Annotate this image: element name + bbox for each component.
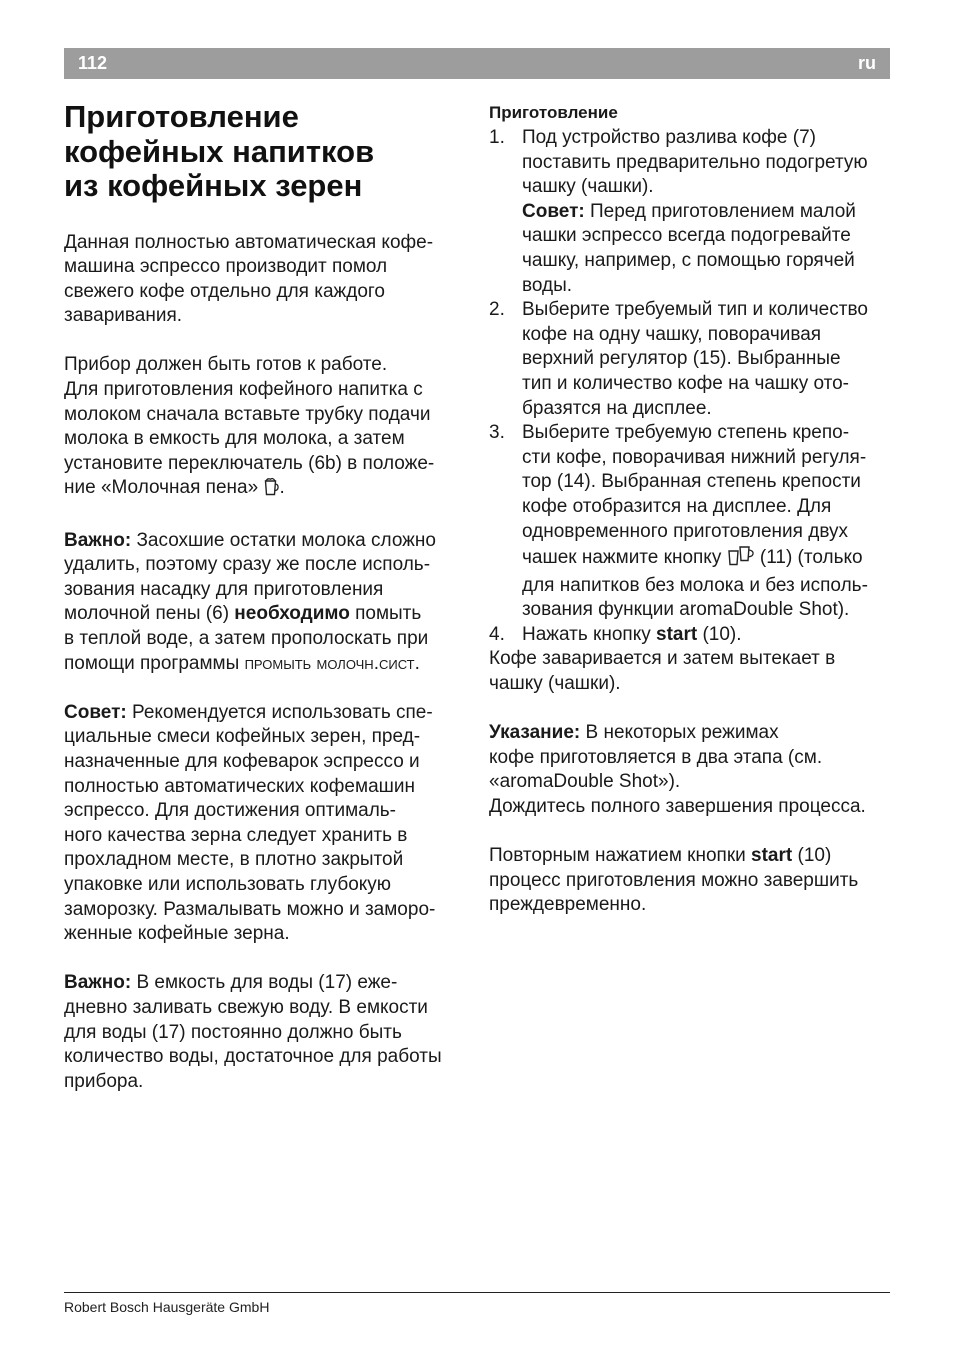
tip-beans-paragraph: Совет: Рекомендуется использовать спе- циальные смеси кофейных зерен, пред- назначенные для кофеварок эспрессо и полностью автоматических кофемашин эспрессо. Для достижения оптималь- ного качества зерна следует хранить в прохладном месте, в плотно закрытой упаковке или использовать глубокую заморозку. Размалывать можно и заморо- женные кофейные зерна. <box>64 701 436 945</box>
page-number: 112 <box>78 53 108 73</box>
page-title: Приготовление кофейных напитков из кофейных зерен <box>64 99 375 203</box>
step-3: 3. Выберите требуемую степень крепо- сти кофе, поворачивая нижний регуля- тор (14). Выбранная степень крепости кофе отобразится на дисплее. Для одновременного приготовления двух чашек нажмите кнопку (11) (только для напитков без молока и без исполь- зования функции aromaDouble Shot). <box>489 422 868 621</box>
step-4: 4. Нажать кнопку start (10). <box>489 623 742 645</box>
section-heading: Приготовление <box>489 103 618 122</box>
milk-foam-icon <box>263 476 279 504</box>
important-water-paragraph: Важно: В емкость для воды (17) еже- дневно заливать свежую воду. В емкости для воды (17) постоянно должно быть количество воды, достаточное для работы прибора. <box>64 972 442 1092</box>
language-code: ru <box>858 53 876 73</box>
header-bar <box>64 48 890 79</box>
intro-paragraph: Данная полностью автоматическая кофе- машина эспрессо производит помол свежего кофе отдельно для каждого заваривания. <box>64 231 434 327</box>
footer-company: Robert Bosch Hausgeräte GmbH <box>64 1299 270 1315</box>
important-milk-paragraph: Важно: Засохшие остатки молока сложно удалить, поэтому сразу же после исполь- зования насадку для приготовления молочной пены (6) необходимо помыть в теплой воде, а затем прополоскать при помощи программы промыть молочн.сист. <box>64 529 436 674</box>
step-2: 2. Выберите требуемый тип и количество кофе на одну чашку, поворачивая верхний регулятор (15). Выбранные тип и количество кофе на чашку ото- бразятся на дисплее. <box>489 299 868 419</box>
note-paragraph: Указание: В некоторых режимах кофе приготовляется в два этапа (см. «aromaDouble Shot»). Дождитесь полного завершения процесса. <box>489 722 866 818</box>
brewing-paragraph: Кофе заваривается и затем вытекает в чашку (чашки). <box>489 648 836 695</box>
footer-divider <box>64 1292 890 1293</box>
double-cup-icon <box>727 544 755 574</box>
program-name: промыть молочн.сист. <box>244 652 420 674</box>
right-column <box>489 100 891 918</box>
readiness-paragraph: Прибор должен быть готов к работе. Для приготовления кофейного напитка с молоком сначала вставьте трубку подачи молока в емкость для молока, а затем установите переключатель (6b) в положе- ние «Молочная пена» . <box>64 353 469 504</box>
left-column <box>64 100 469 1094</box>
stop-paragraph: Повторным нажатием кнопки start (10) процесс приготовления можно завершить преждевременно. <box>489 845 859 916</box>
step-1: 1. Под устройство разлива кофе (7) поставить предварительно подогретую чашку (чашки). Совет: Перед приготовлением малой чашки эспрессо всегда подогревайте чашку, например, с помощью горячей воды. <box>489 127 868 296</box>
steps-list <box>489 126 891 647</box>
